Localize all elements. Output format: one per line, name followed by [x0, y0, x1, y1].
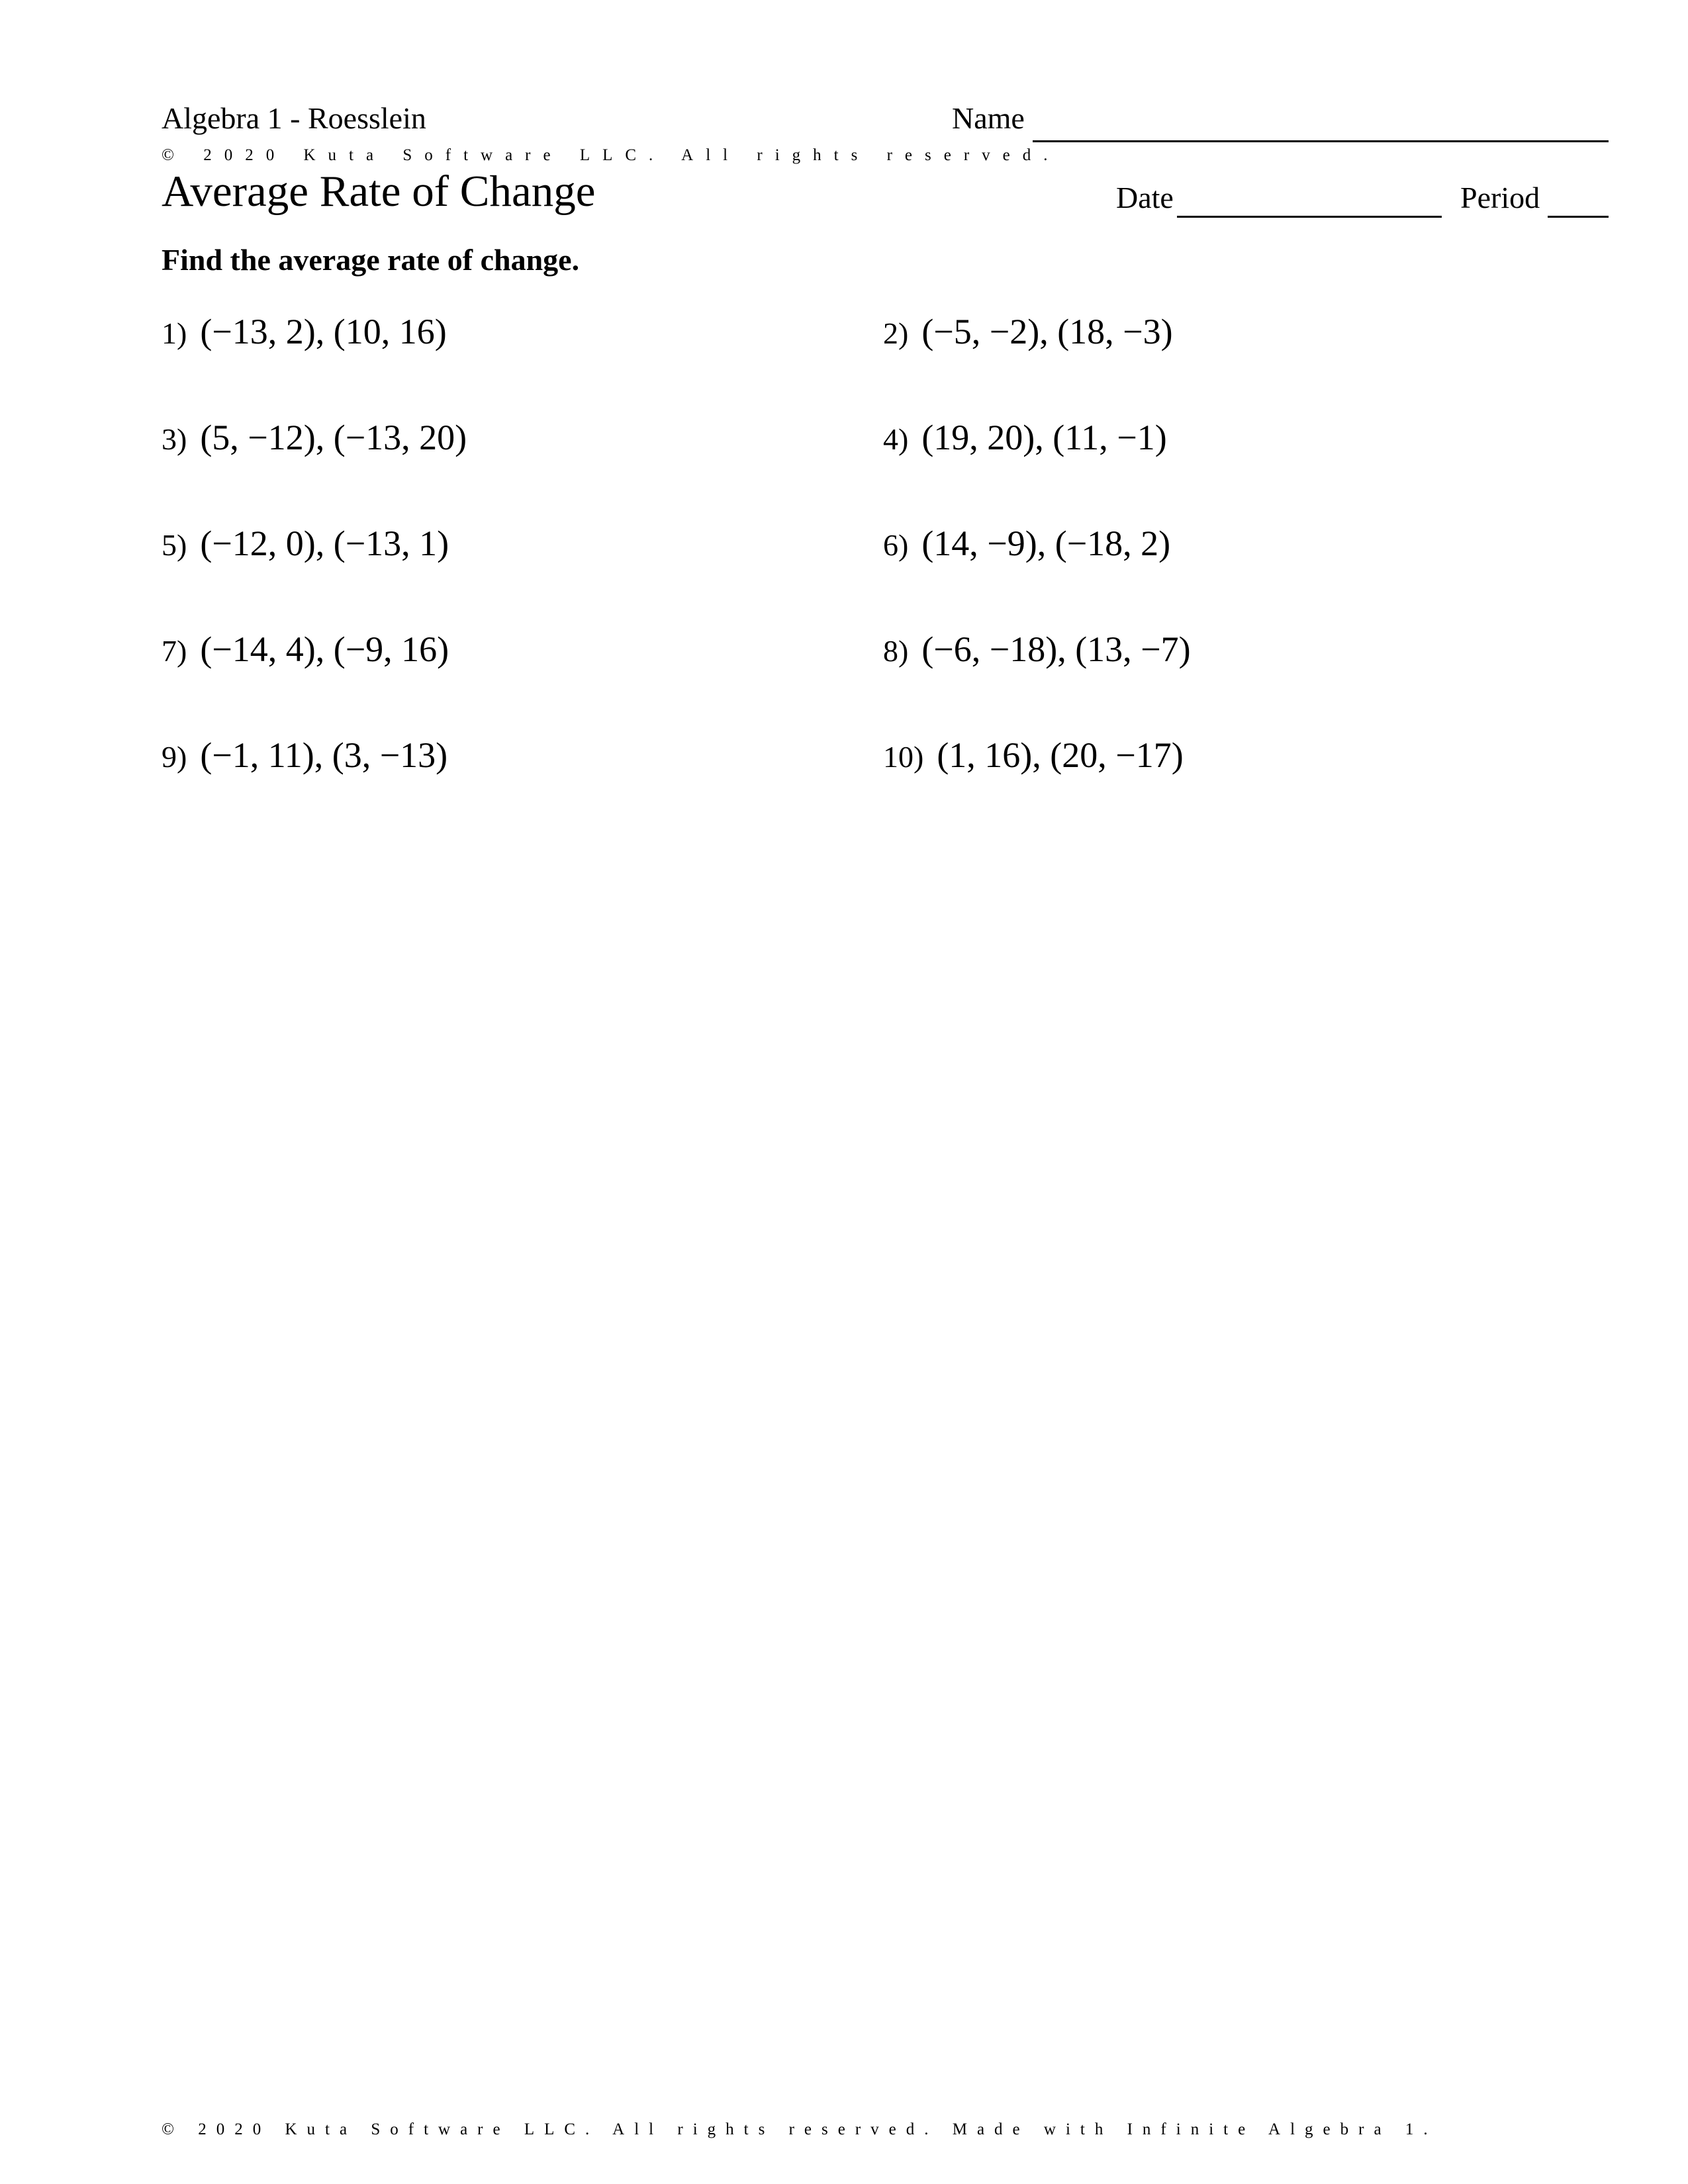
problem-number: 1)	[162, 316, 187, 350]
problem-number: 2)	[883, 316, 909, 350]
problem-5	[162, 525, 449, 561]
problem-6	[883, 525, 1170, 561]
problem-7	[162, 631, 449, 667]
problem-points: (−14, 4), (−9, 16)	[200, 629, 449, 669]
problem-number: 9)	[162, 740, 187, 774]
problem-points: (14, −9), (−18, 2)	[921, 523, 1171, 563]
problem-number: 6)	[883, 528, 909, 562]
problem-number: 10)	[883, 740, 924, 774]
date-blank[interactable]	[1177, 216, 1442, 218]
problem-points: (−5, −2), (18, −3)	[921, 312, 1173, 351]
problem-number: 7)	[162, 634, 187, 668]
problem-number: 3)	[162, 422, 187, 456]
problem-points: (−6, −18), (13, −7)	[921, 629, 1191, 669]
problem-9	[162, 737, 447, 773]
problem-3	[162, 420, 467, 455]
problem-8	[883, 631, 1191, 667]
instructions: Find the average rate of change.	[162, 243, 580, 277]
problem-points: (−12, 0), (−13, 1)	[200, 523, 449, 563]
problem-2	[883, 314, 1173, 349]
date-label: Date	[1116, 181, 1174, 214]
worksheet-title: Average Rate of Change	[162, 167, 596, 216]
period-label: Period	[1460, 181, 1540, 214]
problem-points: (19, 20), (11, −1)	[921, 418, 1167, 457]
problem-points: (5, −12), (−13, 20)	[200, 418, 467, 457]
problem-4	[883, 420, 1167, 455]
problem-points: (1, 16), (20, −17)	[937, 735, 1184, 775]
name-blank[interactable]	[1033, 140, 1609, 142]
course-name: Algebra 1 - Roesslein	[162, 101, 426, 135]
copyright-notice: © 2020 Kuta Software LLC. All rights reserved.	[162, 146, 1060, 164]
problem-points: (−1, 11), (3, −13)	[200, 735, 448, 775]
problem-number: 5)	[162, 528, 187, 562]
problem-1	[162, 314, 447, 349]
name-label: Name	[952, 101, 1025, 135]
period-blank[interactable]	[1548, 216, 1609, 218]
problem-10	[883, 737, 1184, 773]
problem-points: (−13, 2), (10, 16)	[200, 312, 447, 351]
problem-number: 4)	[883, 422, 909, 456]
footer-copyright: © 2020 Kuta Software LLC. All rights reserved. Made with Infinite Algebra 1.	[162, 2120, 1438, 2138]
problem-number: 8)	[883, 634, 909, 668]
